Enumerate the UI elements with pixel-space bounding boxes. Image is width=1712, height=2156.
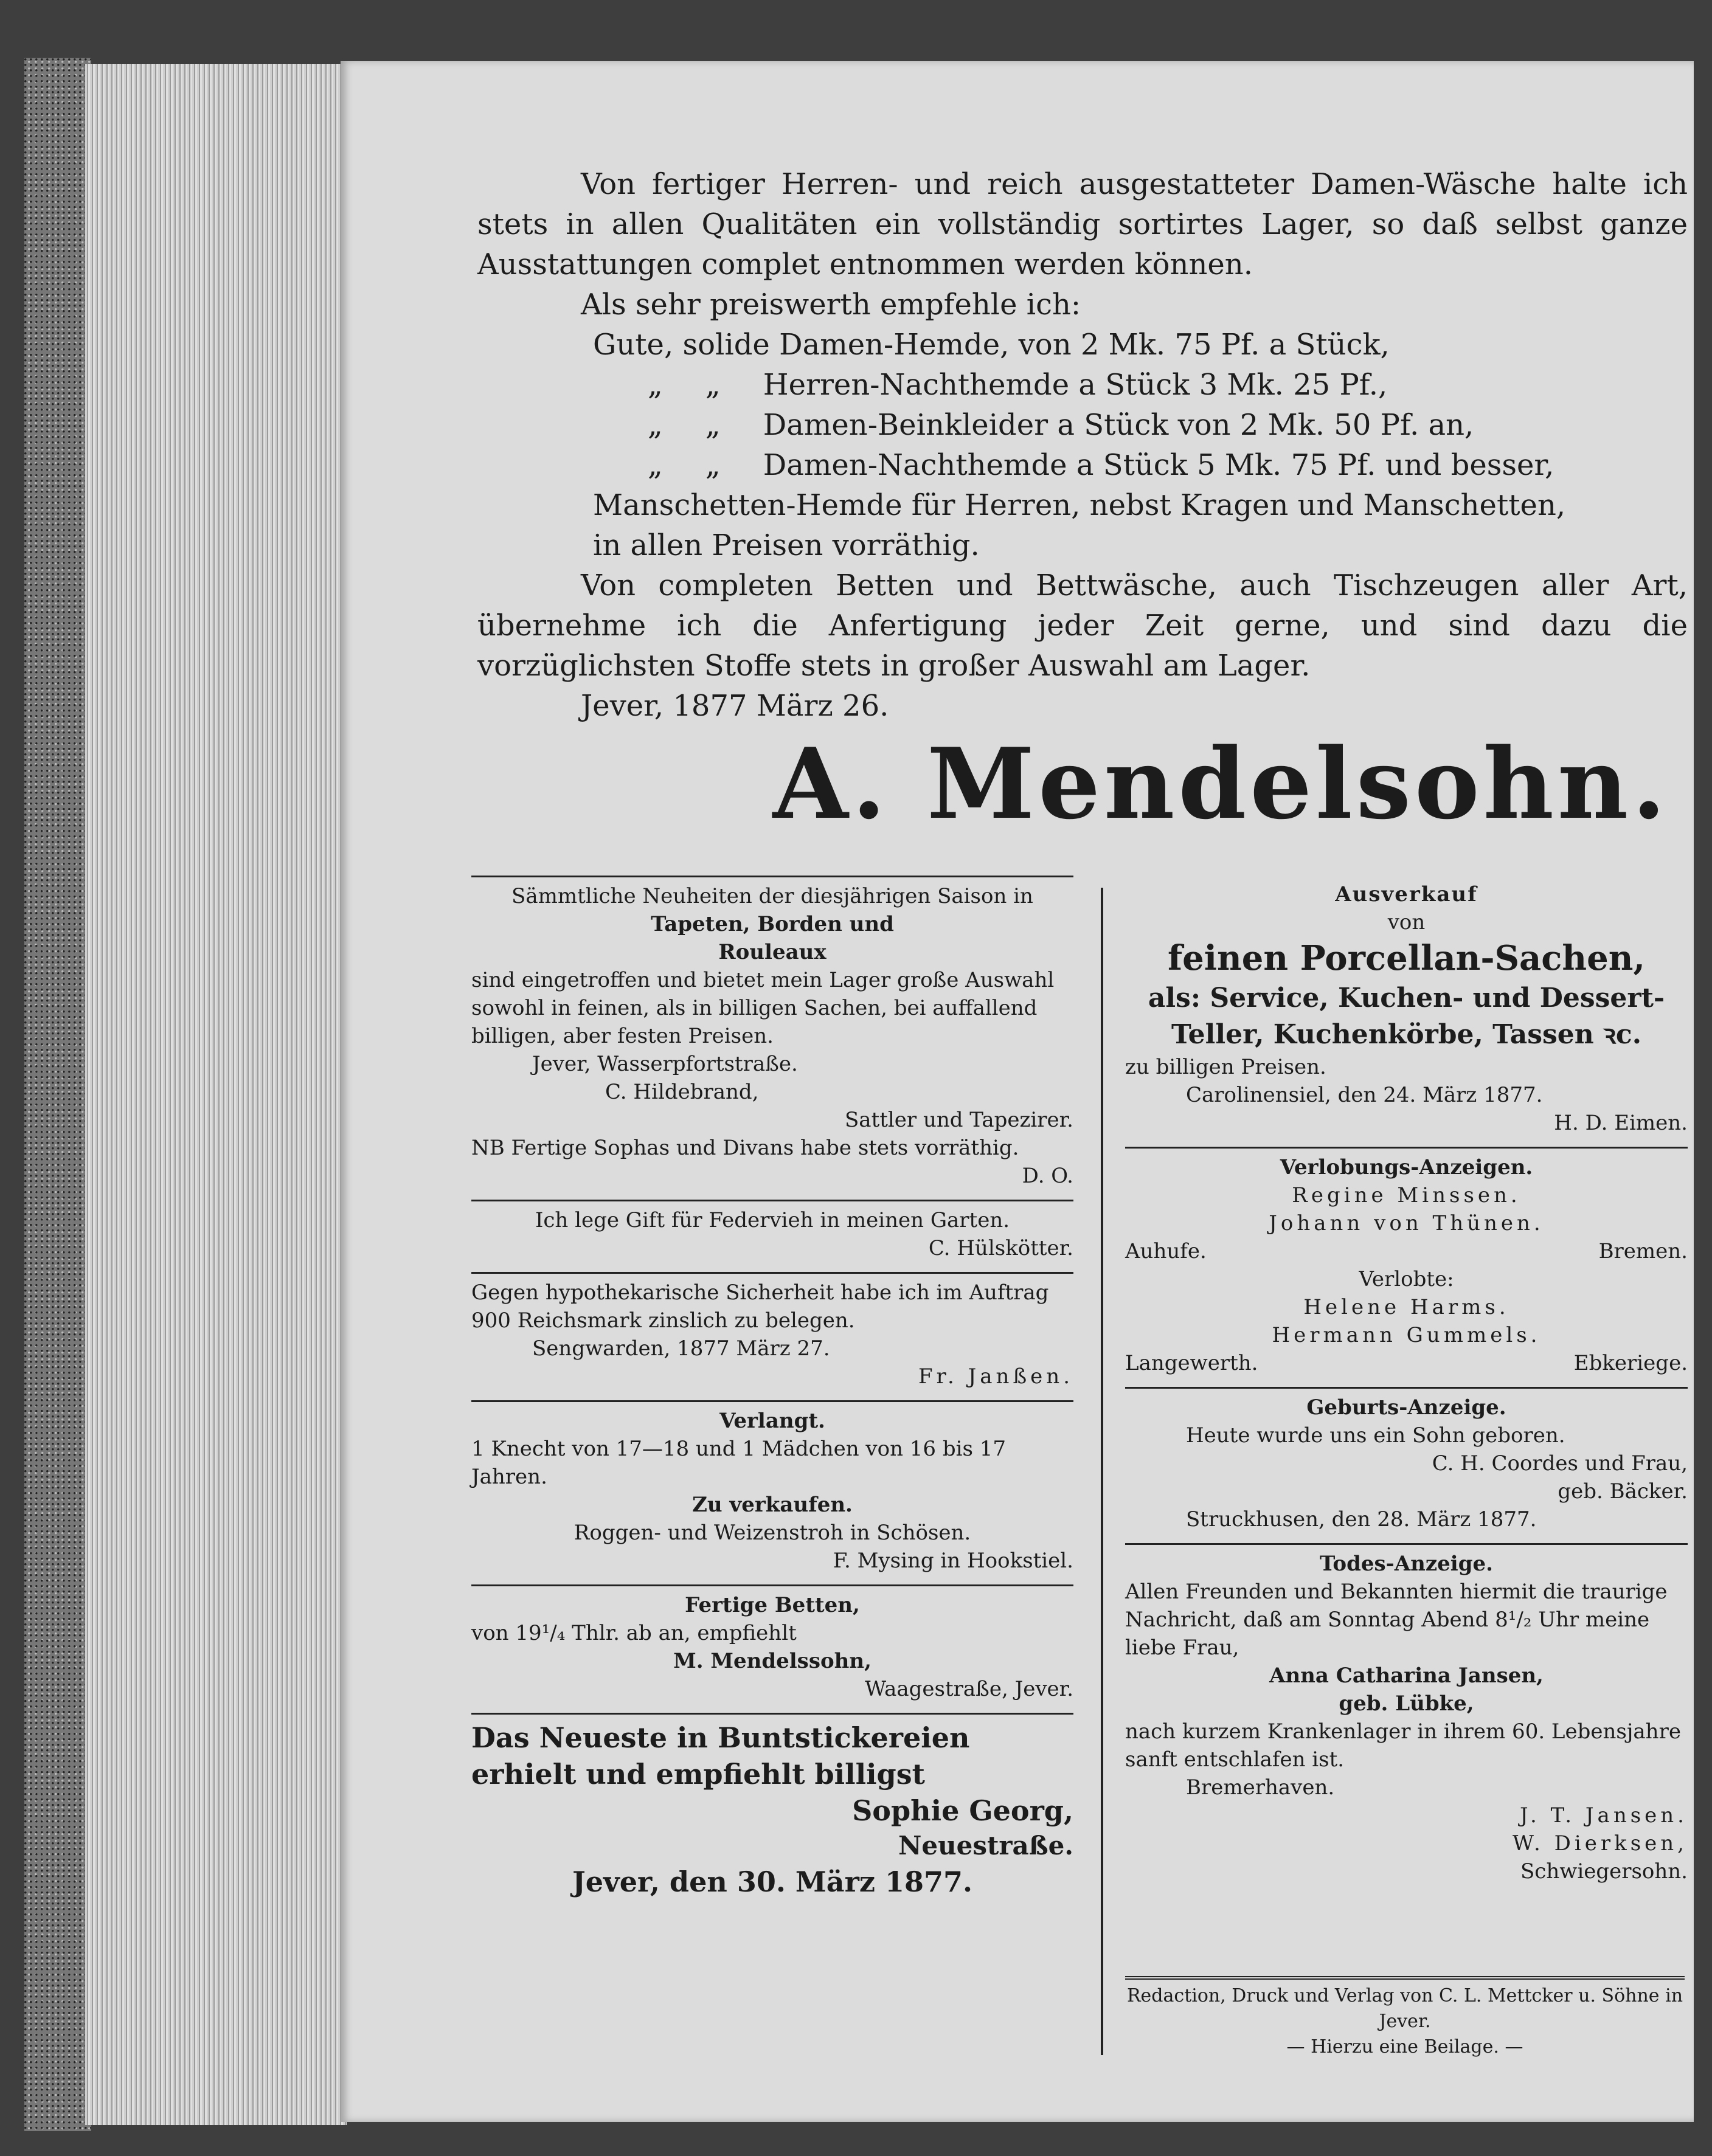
imprint-line-1: Redaction, Druck und Verlag von C. L. Mettcker u. Söhne in Jever. [1126,1985,1683,2032]
bunt-date: Jever, den 30. März 1877. [572,1865,972,1898]
tapeten-nb-sign: D. O. [1022,1164,1073,1188]
item-text: Herren-Nachthemde a Stück 3 Mk. 25 Pf., [763,368,1388,402]
ad-buntstickerei [471,1713,1073,1910]
bunt-text: Das Neueste in Buntstickereien erhielt und empfiehlt billigst [471,1721,970,1791]
verkaufen-text: Roggen- und Weizenstroh in Schösen. [574,1521,971,1545]
gift-sign: C. Hülskötter. [928,1236,1073,1260]
ausverkauf-sign: H. D. Eimen. [1554,1111,1688,1135]
geburt-text: Heute wurde uns ein Sohn geboren. [1186,1423,1565,1448]
tod-title: Todes-Anzeige. [1320,1552,1493,1576]
left-column [471,876,1073,1910]
item-text: Damen-Nachthemde a Stück 5 Mk. 75 Pf. und besser, [763,448,1554,482]
verlobung-name-1: Regine Minssen. [1292,1183,1521,1208]
tod-name: Anna Catharina Jansen, [1269,1664,1544,1688]
verlangt-text: 1 Knecht von 17—18 und 1 Mädchen von 16 bis 17 Jahren. [471,1437,1007,1489]
betten-text: von 19¹/₄ Thlr. ab an, empfiehlt [471,1621,797,1645]
main-ad-signature: A. Mendelsohn. [772,727,1669,841]
ditto-mark: „ [705,408,721,442]
ausverkauf-von: von [1387,910,1426,935]
ausverkauf-sub-2: als: Service, Kuchen- und Dessert-Teller, Kuchenkörbe, Tassen ꝛc. [1148,983,1665,1050]
ditto-mark: „ [705,448,721,482]
main-ad-item-5: Manschetten-Hemde für Herren, nebst Kragen und Manschetten, [593,488,1566,522]
ad-ausverkauf [1125,876,1688,1147]
geburt-nee: geb. Bäcker. [1558,1479,1688,1504]
tod-sign-2: W. Dierksen, [1512,1831,1688,1856]
ad-tapeten [471,876,1073,1200]
ad-betten [471,1584,1073,1713]
tod-text: Allen Freunden und Bekannten hiermit die traurige Nachricht, daß am Sonntag Abend 8¹/₂ Uhr meine liebe Frau, [1125,1580,1668,1660]
geburt-name: C. H. Coordes und Frau, [1432,1451,1688,1476]
main-ad-item-3 [477,405,1688,445]
betten-address: Waagestraße, Jever. [865,1677,1073,1701]
bunt-street: Neuestraße. [898,1831,1073,1861]
verlobung-place-1: Auhufe. [1125,1239,1207,1263]
hypothek-text: Gegen hypothekarische Sicherheit habe ich im Auftrag 900 Reichsmark zinslich zu belegen. [471,1280,1049,1333]
hypothek-sign: Fr. Janßen. [918,1364,1073,1389]
betten-name: M. Mendelssohn, [673,1649,872,1673]
ausverkauf-place: Carolinensiel, den 24. März 1877. [1186,1083,1543,1107]
main-ad-item-5b: in allen Preisen vorräthig. [593,528,980,562]
imprint-line-2: — Hierzu eine Beilage. — [1286,2036,1523,2058]
tapeten-intro: Sämmtliche Neuheiten der diesjährigen Saison in [511,884,1033,908]
ditto-mark: „ [705,368,721,402]
geburt-place: Struckhusen, den 28. März 1877. [1186,1507,1537,1532]
verlobung-name-4: Hermann Gummels. [1272,1323,1541,1347]
main-ad-paragraph-1: Von fertiger Herren- und reich ausgestatteter Damen-Wäsche halte ich stets in allen Qualitäten ein vollständig sortirtes Lager, so daß selbst ganze Ausstattungen complet entnommen werden können. [477,167,1688,282]
right-column [1125,876,1688,1895]
ditto-mark: „ [648,448,663,482]
newspaper-page [341,61,1694,2122]
tod-sign-3: Schwiegersohn. [1520,1859,1688,1884]
column-divider [1101,888,1103,2055]
tapeten-nb: NB Fertige Sophas und Divans habe stets vorräthig. [471,1136,1019,1160]
geburt-title: Geburts-Anzeige. [1306,1395,1506,1420]
main-ad-item-2 [477,365,1688,405]
verkaufen-title: Zu verkaufen. [692,1493,853,1517]
hypothek-place: Sengwarden, 1877 März 27. [532,1336,830,1361]
ausverkauf-title: Ausverkauf [1335,882,1478,907]
item-text: Damen-Beinkleider a Stück von 2 Mk. 50 Pf. an, [763,408,1474,442]
tapeten-name: C. Hildebrand, [605,1080,759,1104]
tapeten-title-1: Tapeten, Borden und [651,912,894,936]
verlobung-places-1 [1125,1237,1688,1265]
ditto-mark: „ [648,408,663,442]
tapeten-role: Sattler und Tapezirer. [845,1108,1073,1132]
bunt-name: Sophie Georg, [852,1794,1073,1827]
verlobung-place-4: Ebkeriege. [1573,1351,1688,1375]
ad-verlangt [471,1400,1073,1584]
main-ad-item-4 [477,445,1688,485]
classified-columns [471,876,1688,2031]
verlobung-place-2: Bremen. [1598,1239,1688,1263]
page-edges [85,64,347,2125]
ad-gift [471,1200,1073,1272]
verlobung-name-3: Helene Harms. [1303,1295,1509,1319]
tod-nee: geb. Lübke, [1339,1691,1474,1716]
tod-place: Bremerhaven. [1186,1775,1335,1800]
verlobung-place-3: Langewerth. [1125,1351,1258,1375]
tapeten-place: Jever, Wasserpfortstraße. [532,1052,798,1076]
verlobung-places-2 [1125,1349,1688,1377]
ad-hypothek [471,1272,1073,1400]
betten-title: Fertige Betten, [685,1593,860,1617]
ad-tod [1125,1543,1688,1895]
ausverkauf-price: zu billigen Preisen. [1125,1055,1326,1079]
verlangt-title: Verlangt. [719,1409,825,1433]
tapeten-body: sind eingetroffen und bietet mein Lager große Auswahl sowohl in feinen, als in billigen Sachen, bei auffallend billigen, aber festen Preisen. [471,968,1055,1048]
ad-verlobung [1125,1147,1688,1387]
main-ad-date: Jever, 1877 März 26. [581,689,889,723]
verlobung-name-2: Johann von Thünen. [1269,1211,1544,1235]
gift-text: Ich lege Gift für Federvieh in meinen Garten. [535,1208,1010,1232]
main-advertisement [477,164,1688,848]
verlobung-title: Verlobungs-Anzeigen. [1280,1155,1533,1180]
tod-text-2: nach kurzem Krankenlager in ihrem 60. Lebensjahre sanft entschlafen ist. [1125,1719,1681,1772]
imprint-footer [1125,1976,1685,2060]
ditto-mark: „ [648,368,663,402]
tapeten-title-2: Rouleaux [718,940,827,964]
book-binding [24,58,91,2131]
main-ad-item-1: Gute, solide Damen-Hemde, von 2 Mk. 75 Pf. a Stück, [593,328,1390,362]
ad-geburt [1125,1387,1688,1543]
main-ad-paragraph-3: Von completen Betten und Bettwäsche, auch Tischzeugen aller Art, übernehme ich die Anfertigung jeder Zeit gerne, und sind dazu die vorzüglichsten Stoffe stets in großer Auswahl am Lager. [477,568,1688,683]
main-ad-paragraph-2: Als sehr preiswerth empfehle ich: [581,288,1081,322]
verkaufen-sign: F. Mysing in Hookstiel. [833,1549,1073,1573]
tod-sign-1: J. T. Jansen. [1520,1803,1688,1828]
verlobung-label: Verlobte: [1359,1267,1454,1291]
ausverkauf-sub-1: feinen Porcellan-Sachen, [1168,938,1645,978]
